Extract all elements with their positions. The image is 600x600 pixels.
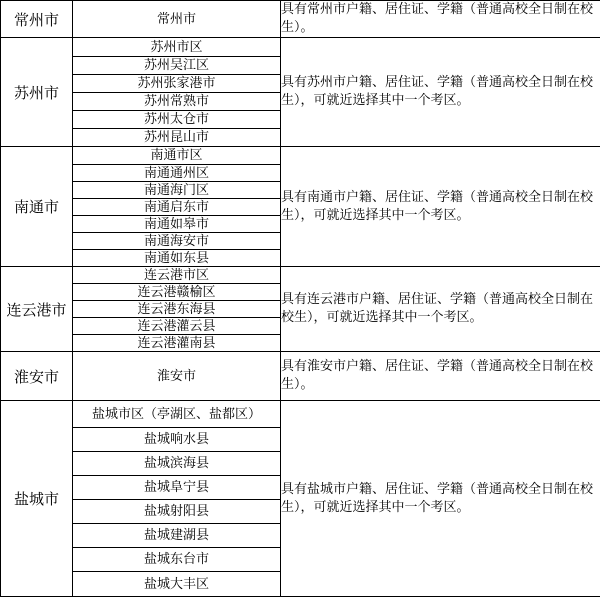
exam-area-cell: 盐城滨海县	[73, 452, 281, 476]
city-cell: 淮安市	[1, 352, 73, 401]
city-cell: 常州市	[1, 1, 73, 38]
requirement-cell: 具有连云港市户籍、居住证、学籍（普通高校全日制在校生），可就近选择其中一个考区。	[281, 267, 600, 352]
exam-area-cell: 盐城阜宁县	[73, 476, 281, 500]
city-cell: 盐城市	[1, 401, 73, 597]
exam-area-cell: 盐城响水县	[73, 428, 281, 452]
table-row	[1, 38, 600, 57]
table-row	[1, 352, 600, 401]
requirement-cell: 具有苏州市户籍、居住证、学籍（普通高校全日制在校生），可就近选择其中一个考区。	[281, 38, 600, 147]
exam-area-cell: 连云港赣榆区	[73, 284, 281, 301]
requirement-cell: 具有盐城市户籍、居住证、学籍（普通高校全日制在校生），可就近选择其中一个考区。	[281, 401, 600, 597]
table-row	[1, 1, 600, 38]
exam-area-cell: 南通市区	[73, 147, 281, 165]
exam-area-cell: 苏州吴江区	[73, 57, 281, 75]
exam-area-cell: 苏州市区	[73, 38, 281, 57]
exam-area-cell: 南通如皋市	[73, 216, 281, 233]
exam-area-cell: 盐城大丰区	[73, 572, 281, 597]
exam-area-cell: 苏州昆山市	[73, 129, 281, 147]
exam-area-cell: 盐城建湖县	[73, 524, 281, 548]
city-cell: 连云港市	[1, 267, 73, 352]
exam-area-cell: 淮安市	[73, 352, 281, 401]
exam-area-cell: 南通海门区	[73, 182, 281, 199]
table-row	[1, 267, 600, 284]
exam-region-table-body	[1, 1, 600, 597]
city-cell: 南通市	[1, 147, 73, 267]
exam-area-cell: 常州市	[73, 1, 281, 38]
exam-area-cell: 苏州太仓市	[73, 111, 281, 129]
requirement-cell: 具有常州市户籍、居住证、学籍（普通高校全日制在校生）。	[281, 1, 600, 38]
table-row	[1, 401, 600, 428]
exam-area-cell: 连云港灌云县	[73, 318, 281, 335]
requirement-cell: 具有淮安市户籍、居住证、学籍（普通高校全日制在校生）。	[281, 352, 600, 401]
exam-area-cell: 盐城东台市	[73, 548, 281, 572]
exam-area-cell: 苏州常熟市	[73, 93, 281, 111]
requirement-cell: 具有南通市户籍、居住证、学籍（普通高校全日制在校生），可就近选择其中一个考区。	[281, 147, 600, 267]
exam-area-cell: 盐城射阳县	[73, 500, 281, 524]
exam-area-cell: 盐城市区（亭湖区、盐都区）	[73, 401, 281, 428]
exam-area-cell: 连云港市区	[73, 267, 281, 284]
exam-area-cell: 苏州张家港市	[73, 75, 281, 93]
exam-area-cell: 连云港灌南县	[73, 335, 281, 352]
city-cell: 苏州市	[1, 38, 73, 147]
exam-area-cell: 连云港东海县	[73, 301, 281, 318]
exam-area-cell: 南通通州区	[73, 165, 281, 182]
exam-area-cell: 南通启东市	[73, 199, 281, 216]
table-row	[1, 147, 600, 165]
exam-area-cell: 南通海安市	[73, 233, 281, 250]
exam-area-cell: 南通如东县	[73, 250, 281, 267]
